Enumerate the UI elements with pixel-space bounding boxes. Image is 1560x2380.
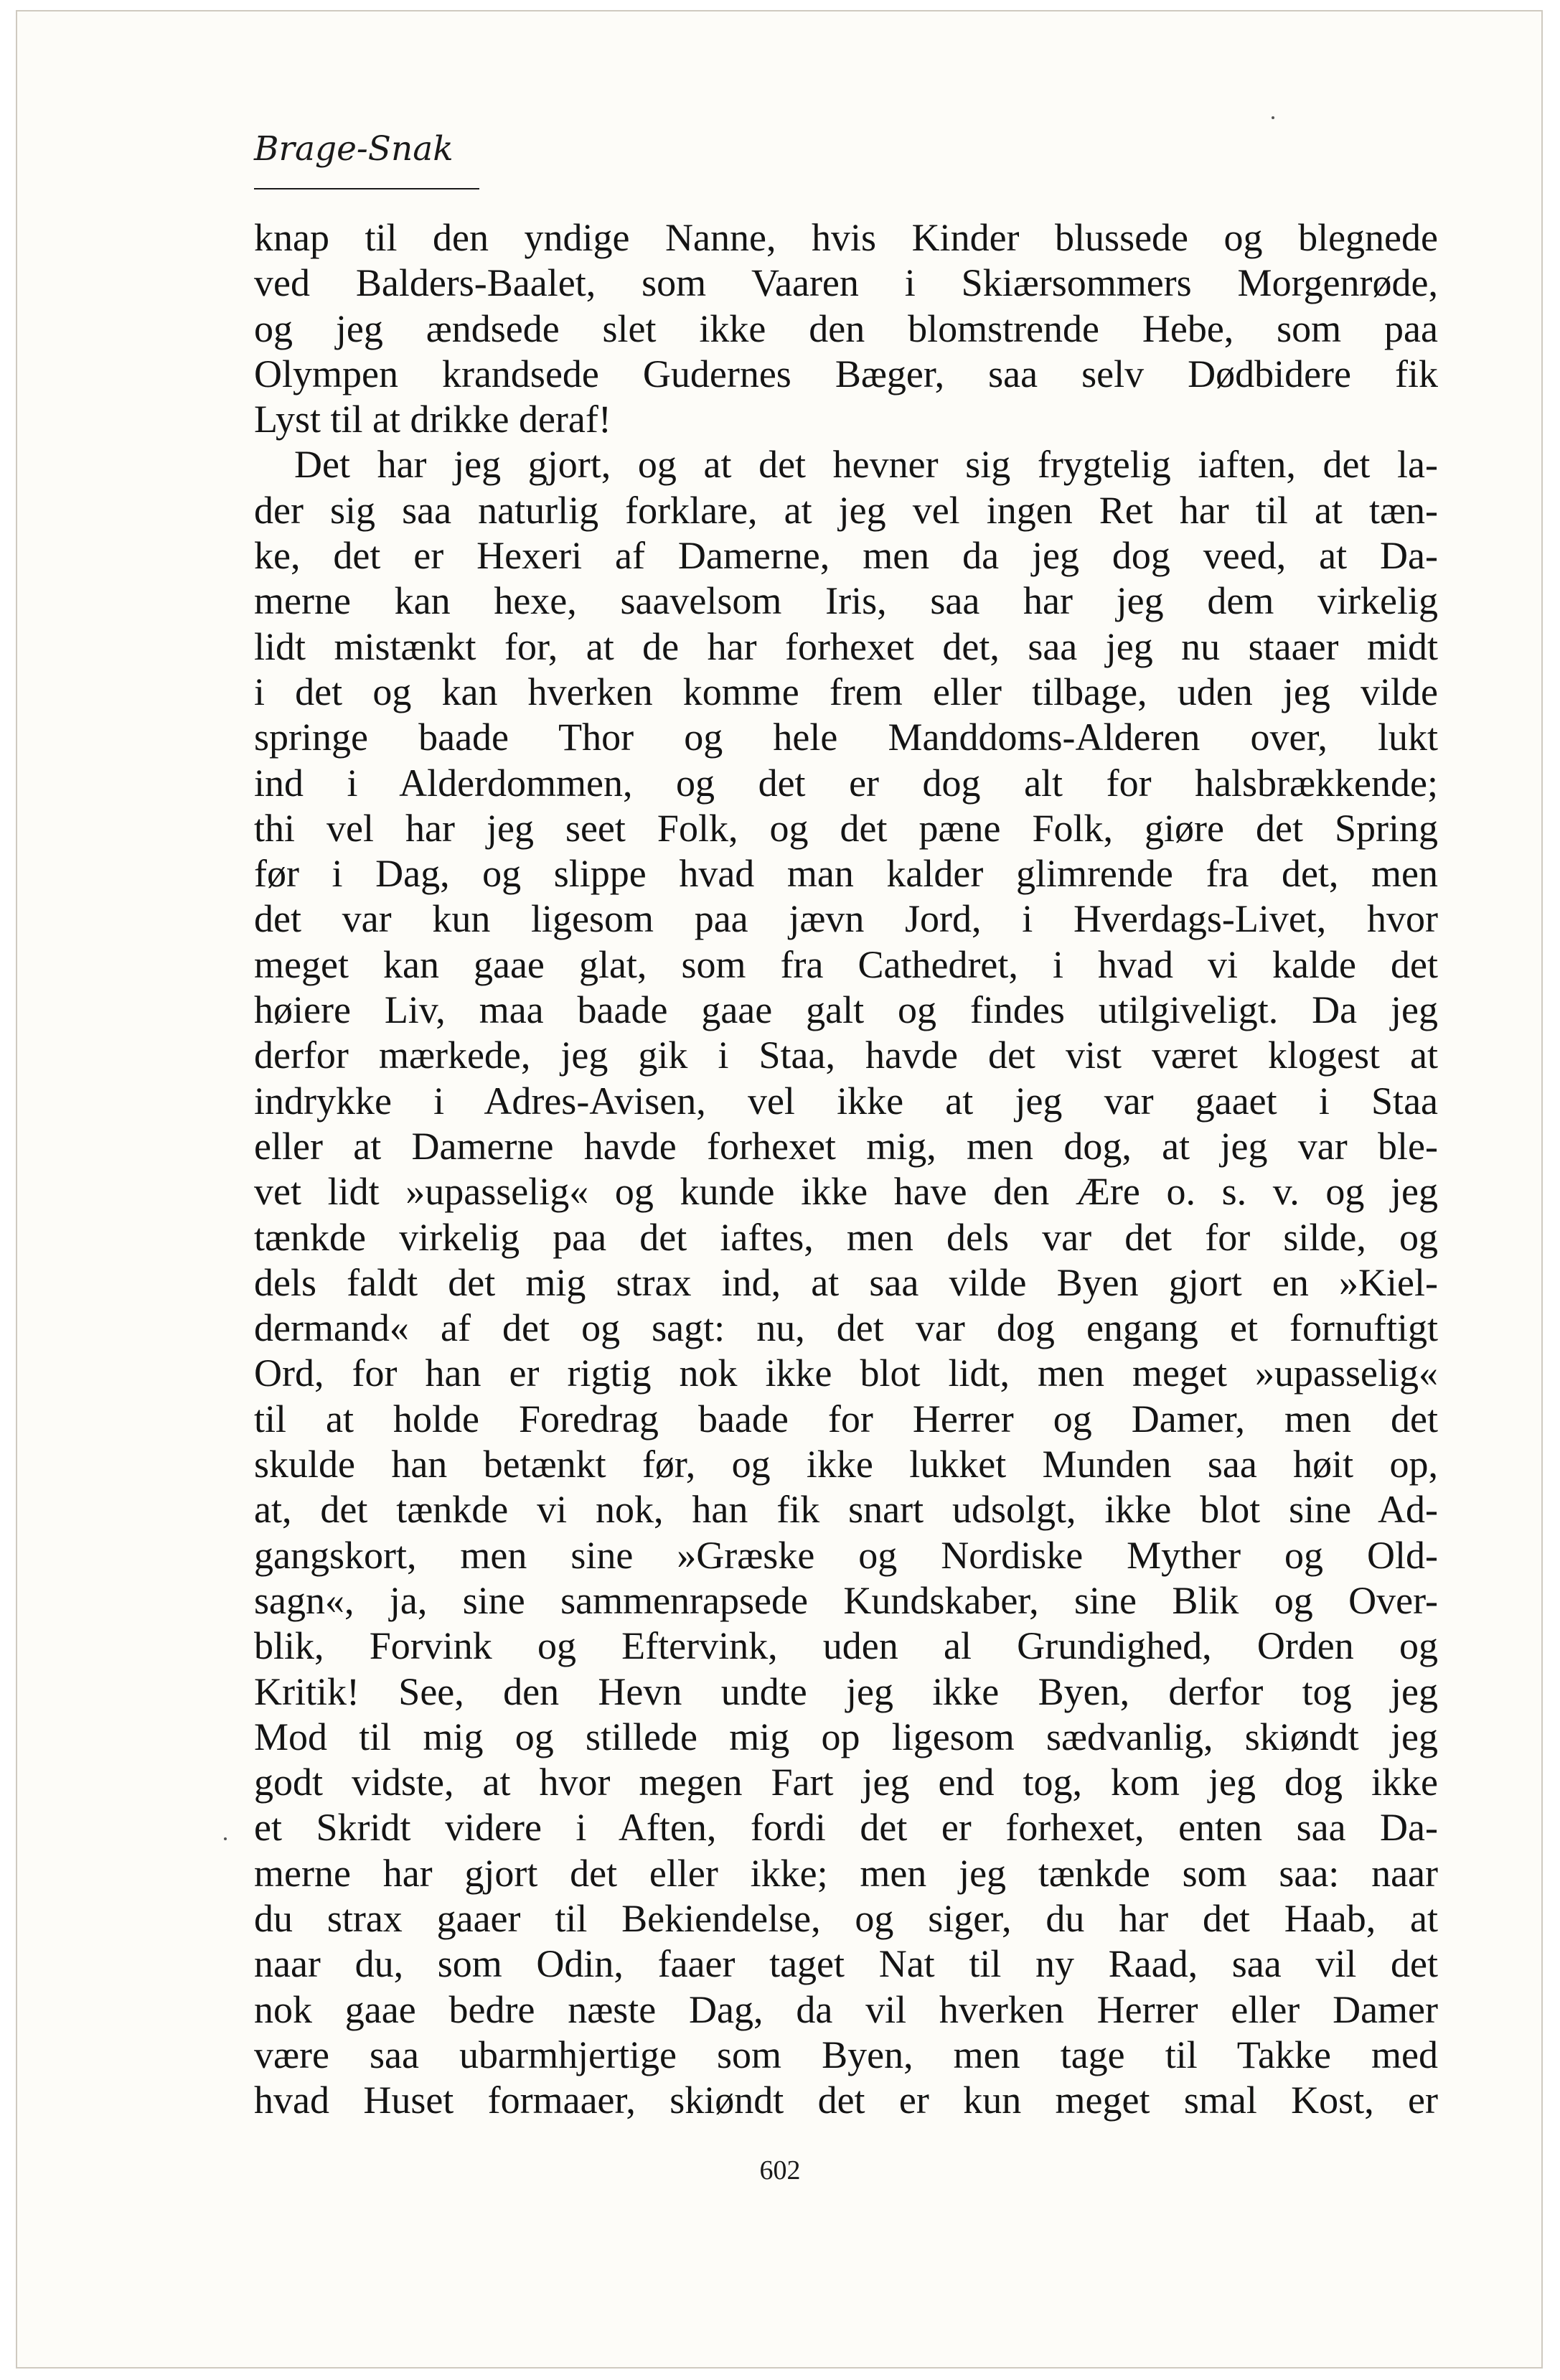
text-line: meget kan gaae glat, som fra Cathedret, i hvad vi kalde det <box>254 942 1438 986</box>
text-line: godt vidste, at hvor megen Fart jeg end tog, kom jeg dog ikke <box>254 1761 1438 1804</box>
text-line: nok gaae bedre næste Dag, da vil hverken Herrer eller Damer <box>254 1987 1438 2031</box>
text-line: knap til den yndige Nanne, hvis Kinder blussede og blegnede <box>254 216 1438 259</box>
text-line: sagn«, ja, sine sammenrapsede Kundskaber, sine Blik og Over- <box>254 1578 1438 1622</box>
text-line: før i Dag, og slippe hvad man kalder glimrende fra det, men <box>254 852 1438 896</box>
text-line: dermand« af det og sagt: nu, det var dog engang et fornuftigt <box>254 1306 1438 1350</box>
text-line: naar du, som Odin, faaer taget Nat til ny Raad, saa vil det <box>254 1942 1438 1986</box>
text-line: thi vel har jeg seet Folk, og det pæne Folk, giøre det Spring <box>254 806 1438 850</box>
text-line: Det har jeg gjort, og at det hevner sig frygtelig iaften, det la- <box>294 443 1438 487</box>
text-line: til at holde Foredrag baade for Herrer og Damer, men det <box>254 1397 1438 1440</box>
text-line: Olympen krandsede Gudernes Bæger, saa selv Dødbidere fik <box>254 352 1438 395</box>
text-line: lidt mistænkt for, at de har forhexet det, saa jeg nu staaer midt <box>254 624 1438 668</box>
text-line: du strax gaaer til Bekiendelse, og siger, du har det Haab, at <box>254 1896 1438 1940</box>
text-line: at, det tænkde vi nok, han fik snart udsolgt, ikke blot sine Ad- <box>254 1488 1438 1532</box>
page-number: 602 <box>759 2155 801 2185</box>
text-line: der sig saa naturlig forklare, at jeg vel ingen Ret har til at tæn- <box>254 488 1438 532</box>
text-line: ved Balders-Baalet, som Vaaren i Skiærsommers Morgenrøde, <box>254 261 1438 305</box>
text-line: merne kan hexe, saavelsom Iris, saa har jeg dem virkelig <box>254 579 1438 623</box>
text-line: indrykke i Adres-Avisen, vel ikke at jeg var gaaet i Staa <box>254 1079 1438 1123</box>
text-line: tænkde virkelig paa det iaftes, men dels var det for silde, og <box>254 1215 1438 1259</box>
text-line: dels faldt det mig strax ind, at saa vilde Byen gjort en »Kiel- <box>254 1260 1438 1304</box>
text-line: ind i Alderdommen, og det er dog alt for halsbrækkende; <box>254 761 1438 805</box>
running-head: Brage-Snak <box>254 129 454 169</box>
text-line: springe baade Thor og hele Manddoms-Alderen over, lukt <box>254 716 1438 759</box>
text-line: det var kun ligesom paa jævn Jord, i Hverdags-Livet, hvor <box>254 897 1438 941</box>
text-line: Kritik! See, den Hevn undte jeg ikke Byen, derfor tog jeg <box>254 1669 1438 1713</box>
text-line: eller at Damerne havde forhexet mig, men dog, at jeg var ble- <box>254 1124 1438 1168</box>
speck-mark <box>1272 116 1274 119</box>
text-line: ke, det er Hexeri af Damerne, men da jeg dog veed, at Da- <box>254 534 1438 578</box>
running-head-rule <box>254 188 479 189</box>
text-line: Ord, for han er rigtig nok ikke blot lidt, men meget »upasselig« <box>254 1351 1438 1395</box>
text-line: Lyst til at drikke deraf! <box>254 398 611 441</box>
text-line: merne har gjort det eller ikke; men jeg tænkde som saa: naar <box>254 1851 1438 1895</box>
text-line: derfor mærkede, jeg gik i Staa, havde det vist været klogest at <box>254 1034 1438 1077</box>
text-line: Mod til mig og stillede mig op ligesom sædvanlig, skiøndt jeg <box>254 1715 1438 1758</box>
text-line: blik, Forvink og Eftervink, uden al Grundighed, Orden og <box>254 1624 1438 1668</box>
text-line: i det og kan hverken komme frem eller tilbage, uden jeg vilde <box>254 670 1438 713</box>
text-line: vet lidt »upasselig« og kunde ikke have den Ære o. s. v. og jeg <box>254 1170 1438 1214</box>
text-line: et Skridt videre i Aften, fordi det er forhexet, enten saa Da- <box>254 1806 1438 1850</box>
text-line: skulde han betænkt før, og ikke lukket Munden saa høit op, <box>254 1443 1438 1486</box>
speck-mark <box>224 1837 227 1840</box>
text-line: være saa ubarmhjertige som Byen, men tage til Takke med <box>254 2033 1438 2076</box>
text-line: og jeg ændsede slet ikke den blomstrende Hebe, som paa <box>254 306 1438 350</box>
text-line: gangskort, men sine »Græske og Nordiske Myther og Old- <box>254 1533 1438 1577</box>
text-line: hvad Huset formaaer, skiøndt det er kun meget smal Kost, er <box>254 2079 1438 2122</box>
text-line: høiere Liv, maa baade gaae galt og findes utilgiveligt. Da jeg <box>254 988 1438 1032</box>
body-text <box>254 215 1438 2123</box>
